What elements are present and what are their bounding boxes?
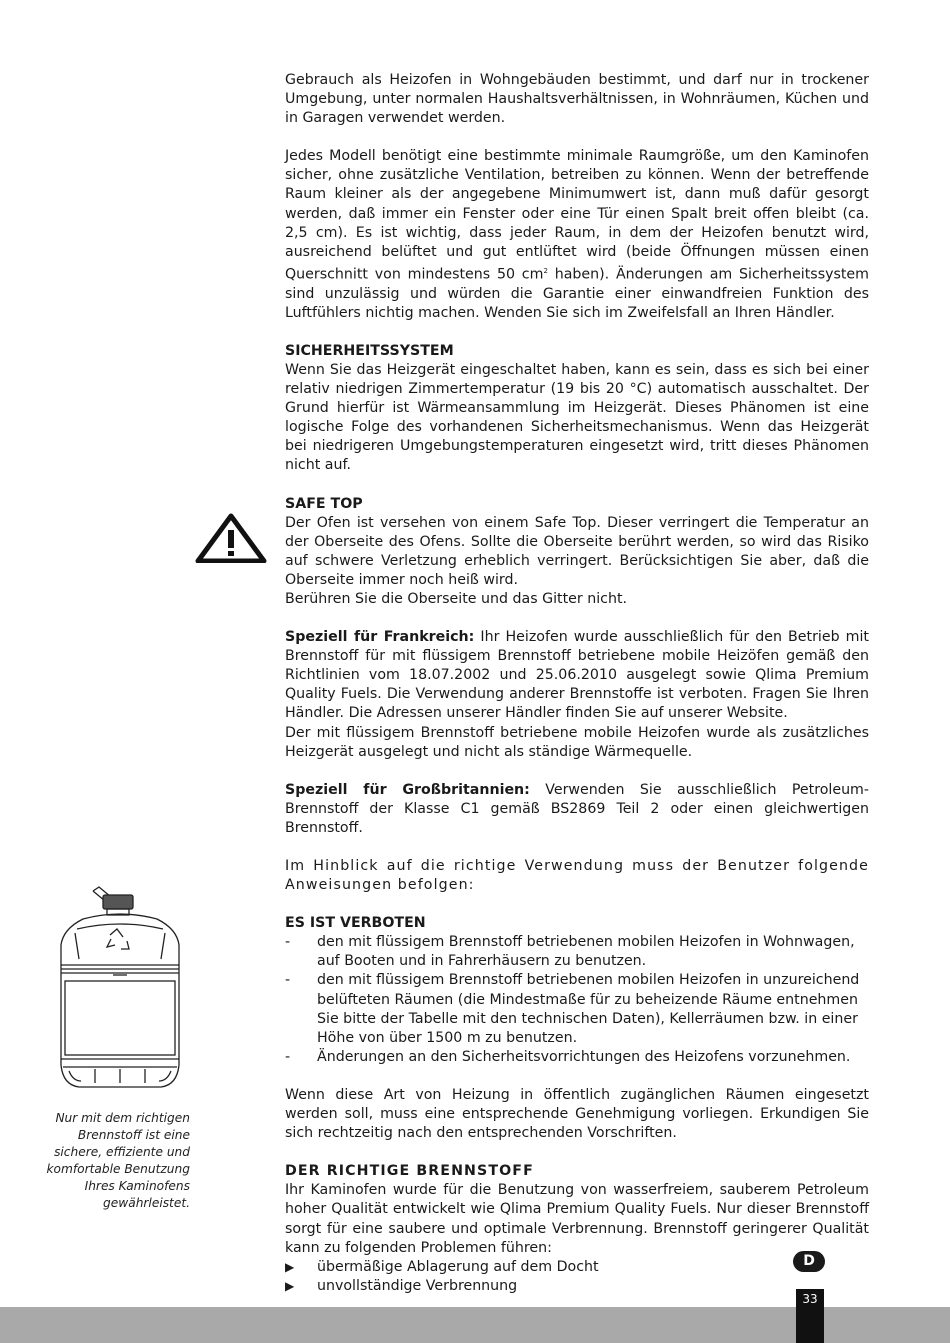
list-item: ▶ übermäßige Ablagerung auf dem Docht	[285, 1258, 599, 1275]
uk-paragraph: Speziell für Großbritannien: Verwenden Sie ausschließlich Petroleum-Brennstoff der Klasse C1 gemäß BS2869 Teil 2 oder einen gleichwertigen Brennstoff.	[285, 781, 869, 836]
list-item: ▶ unvollständige Verbrennung	[285, 1277, 518, 1294]
list-item: - den mit flüssigem Brennstoff betriebenen mobilen Heizofen in Wohnwagen, auf Booten und in Fahrerhäusern zu benutzen.	[285, 934, 855, 970]
right-fuel-heading: DER RICHTIGE BRENNSTOFF	[285, 1163, 534, 1180]
warning-triangle-icon	[195, 513, 267, 563]
list-item: - den mit flüssigem Brennstoff betriebenen mobilen Heizofen in unzureichend belüfteten Räumen (die Mindestmaße für zu beheizende Räume entnehmen Sie bitte der Tabelle mit den technischen Daten), Kellerräumen bzw. in einer Höhe von über 1500 m zu benutzen.	[285, 972, 860, 1046]
language-badge: D	[793, 1251, 825, 1272]
safe-top-heading: SAFE TOP	[285, 495, 363, 512]
safety-system-heading: SICHERHEITSSYSTEM	[285, 342, 454, 359]
fuel-problems-list	[285, 1258, 869, 1296]
forbidden-heading: ES IST VERBOTEN	[285, 915, 426, 932]
france-paragraph: Speziell für Frankreich: Ihr Heizofen wurde ausschließlich für den Betrieb mit Brennstoff für mit flüssigem Brennstoff betriebene mobile Heizöfen gemäß den Richtlinien vom 18.07.2002 und 25.06.2010 ausgelegt sowie Qlima Premium Quality Fuels. Die Verwendung anderer Brennstoffe ist verboten. Fragen Sie Ihren Händler. Die Adressen unserer Händler finden Sie auf unserer Website.	[285, 629, 869, 722]
canister-caption: Nur mit dem richtigen Brennstoff ist eine sichere, effiziente und komfortable Benutzung Ihres Kaminofens gewährleistet.	[46, 1111, 190, 1210]
forbidden-list	[285, 933, 869, 1067]
public-use-paragraph: Wenn diese Art von Heizung in öffentlich zugänglichen Räumen eingesetzt werden soll, muss eine entsprechende Genehmigung vorliegen. Erkundigen Sie sich rechtzeitig nach den entsprechenden Vorschriften.	[285, 1086, 869, 1142]
main-text-column	[285, 71, 869, 1296]
list-item: - Änderungen an den Sicherheitsvorrichtungen des Heizofens vorzunehmen.	[285, 1048, 851, 1065]
france-paragraph-2: Der mit flüssigem Brennstoff betriebene mobile Heizofen wurde als zusätzliches Heizgerät ausgelegt und nicht als ständige Wärmequelle.	[285, 724, 869, 760]
usage-intro: Im Hinblick auf die richtige Verwendung muss der Benutzer folgende Anweisungen befolgen:	[285, 858, 869, 894]
right-fuel-text: Ihr Kaminofen wurde für die Benutzung von wasserfreiem, sauberem Petroleum hoher Qualität entwickelt wie Qlima Premium Quality Fuels. Nur dieser Brennstoff sorgt für eine saubere und optimale Verbrennung. Brennstoff geringerer Qualität kann zu folgenden Problemen führen:	[285, 1182, 869, 1256]
page-number: 33	[796, 1289, 824, 1343]
safe-top-text-2: Berühren Sie die Oberseite und das Gitter nicht.	[285, 590, 628, 607]
fuel-canister-icon	[55, 885, 185, 1095]
safe-top-text: Der Ofen ist versehen von einem Safe Top. Dieser verringert die Temperatur an der Oberseite des Ofens. Sollte die Oberseite berührt werden, so wird das Risiko auf schwere Verletzung erheblich verringert. Berücksichtigen Sie aber, daß die Oberseite immer noch heiß wird.	[285, 514, 869, 588]
safety-system-text: Wenn Sie das Heizgerät eingeschaltet haben, kann es sein, dass es sich bei einer relativ niedrigen Zimmertemperatur (19 bis 20 °C) automatisch ausschaltet. Der Grund hierfür ist Wärmeansammlung im Heizgerät. Dieses Phänomen ist eine logische Folge des vorhandenen Sicherheitsmechanismus. Wenn das Heizgerät bei niedrigeren Umgebungstemperaturen eingesetzt wird, tritt dieses Phänomen nicht auf.	[285, 361, 869, 474]
intro-paragraph: Gebrauch als Heizofen in Wohngebäuden bestimmt, und darf nur in trockener Umgebung, unter normalen Haushaltsverhältnissen, in Wohnräumen, Küchen und in Garagen verwendet werden.	[285, 72, 869, 127]
room-size-paragraph: Jedes Modell benötigt eine bestimmte minimale Raumgröße, um den Kaminofen sicher, ohne zusätzliche Ventilation, betreiben zu können. Wenn der betreffende Raum kleiner als der angegebene Minimumwert ist, dann muß dafür gesorgt werden, daß immer ein Fenster oder eine Tür einen Spalt breit offen bleibt (ca. 2,5 cm). Es ist wichtig, dass jeder Raum, in dem der Heizofen benutzt wird, ausreichend belüftet und gut entlüftet wird (beide Öffnungen müssen einen Querschnitt von mindestens 50 $cm^2$ haben). Änderungen am Sicherheitssystem sind unzulässig und würden die Garantie einer einwandfreien Funktion des Luftfühlers nichtig machen. Wenden Sie sich im Zweifelsfall an Ihren Händler.	[285, 148, 869, 321]
